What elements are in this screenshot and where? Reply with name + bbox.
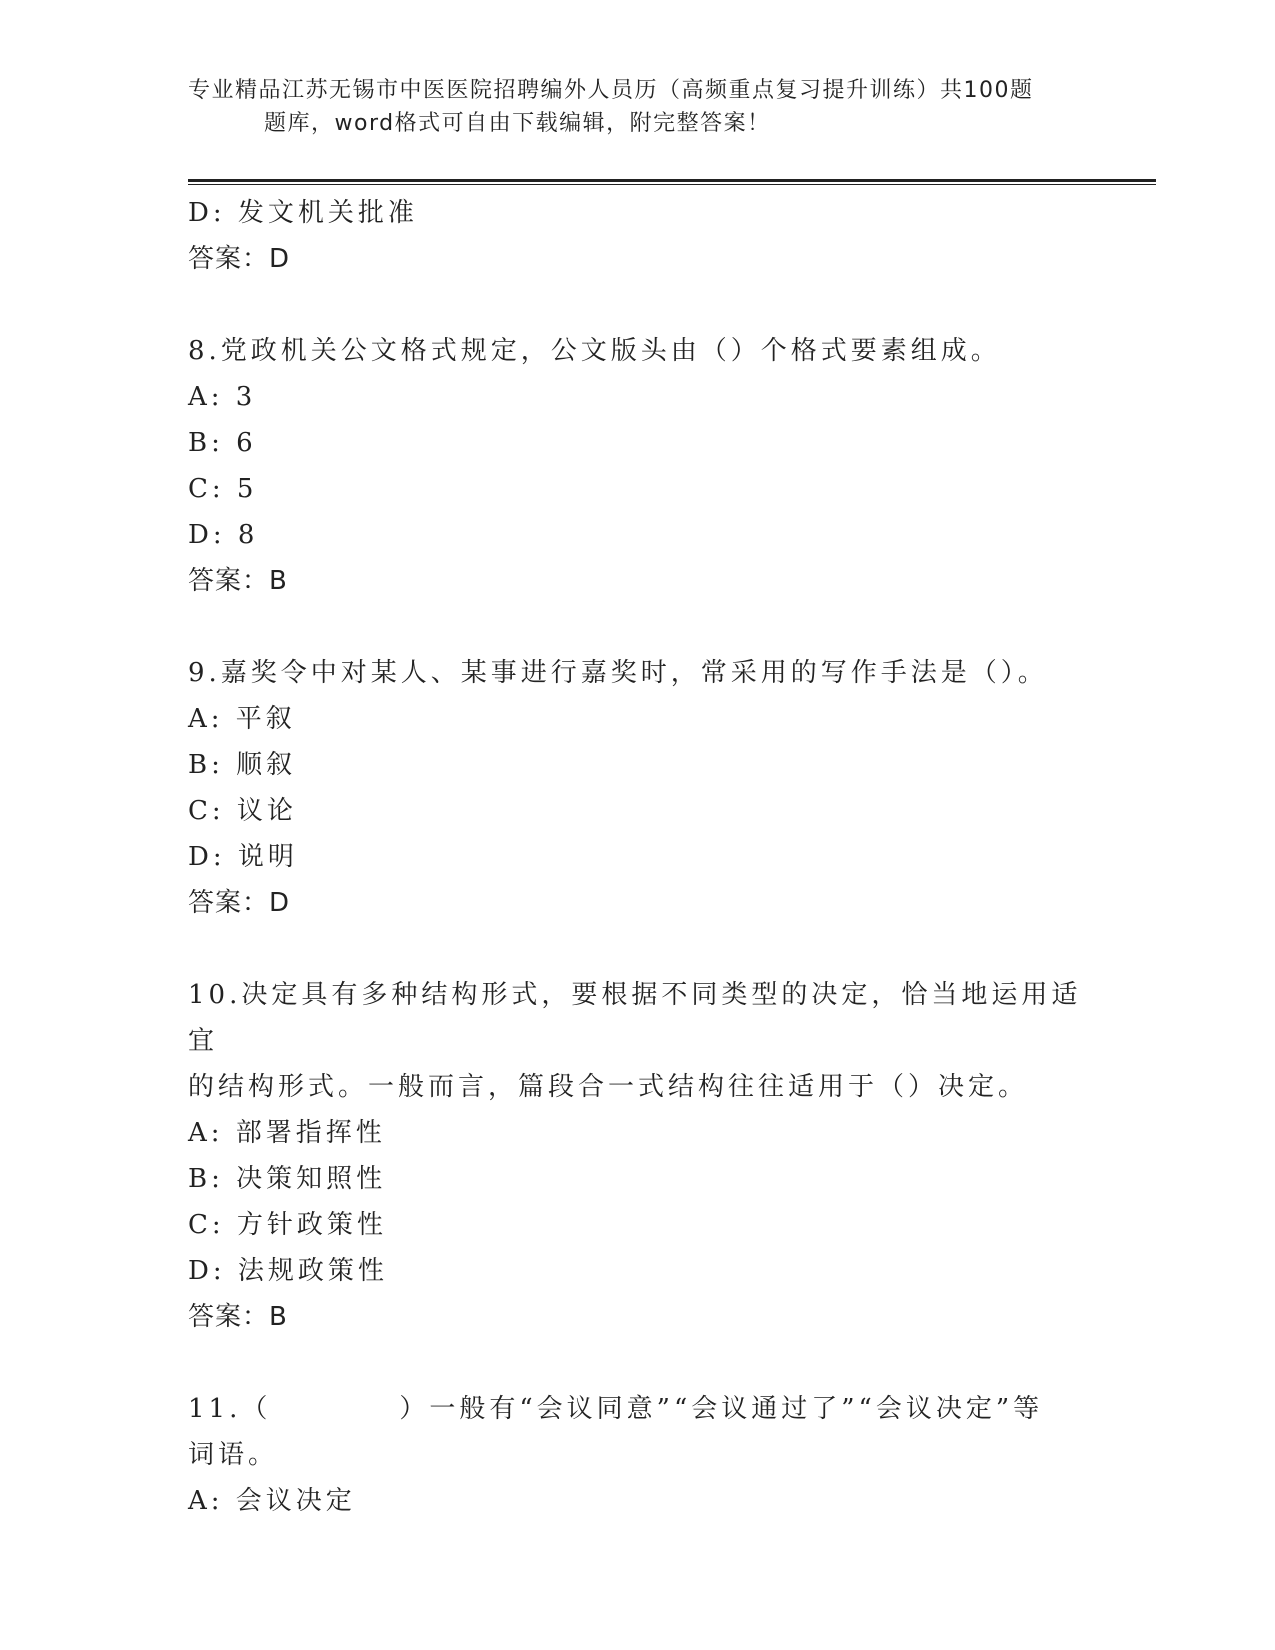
question-10-stem-line2: 的结构形式。一般而言，篇段合一式结构往往适用于（）决定。 xyxy=(188,1072,1029,1102)
question-11-stem-line2: 词语。 xyxy=(188,1440,279,1470)
question-8-option-b: B: 6 xyxy=(188,428,257,458)
question-9-option-a: A: 平叙 xyxy=(188,704,296,734)
question-10-option-a: A: 部署指挥性 xyxy=(188,1118,386,1148)
question-10-option-c: C: 方针政策性 xyxy=(188,1210,387,1240)
question-11-stem-suffix: ）一般有“会议同意”“会议通过了”“会议决定”等 xyxy=(399,1394,1044,1424)
question-10-option-b: B: 决策知照性 xyxy=(188,1164,387,1194)
prev-option-d: D: 发文机关批准 xyxy=(188,198,418,228)
question-8-option-a: A: 3 xyxy=(188,382,257,412)
question-11 xyxy=(188,1386,1088,1524)
question-9-option-b: B: 顺叙 xyxy=(188,750,297,780)
question-9-answer: 答案：D xyxy=(188,888,291,918)
question-8-option-d: D: 8 xyxy=(188,520,259,550)
question-11-stem-prefix: 11.（ xyxy=(188,1394,272,1424)
question-9-option-d: D: 说明 xyxy=(188,842,298,872)
header-divider-thick xyxy=(188,179,1156,182)
spacer xyxy=(188,282,1088,328)
header-title-line2: 题库，word格式可自由下载编辑，附完整答案！ xyxy=(264,111,771,136)
header-title-line1: 专业精品江苏无锡市中医医院招聘编外人员历（高频重点复习提升训练）共100题 xyxy=(188,78,1034,103)
question-9 xyxy=(188,650,1088,926)
question-11-option-a: A: 会议决定 xyxy=(188,1486,356,1516)
question-11-stem-line1 xyxy=(188,1386,1088,1432)
question-10 xyxy=(188,972,1088,1340)
spacer xyxy=(188,1340,1088,1386)
prev-answer: 答案：D xyxy=(188,244,291,274)
question-9-stem: 9.嘉奖令中对某人、某事进行嘉奖时，常采用的写作手法是（）。 xyxy=(188,658,1048,688)
question-10-stem-line1: 10.决定具有多种结构形式，要根据不同类型的决定，恰当地运用适宜 xyxy=(188,980,1082,1056)
question-10-option-d: D: 法规政策性 xyxy=(188,1256,388,1286)
question-9-option-c: C: 议论 xyxy=(188,796,297,826)
question-10-answer: 答案：B xyxy=(188,1302,288,1332)
question-8-option-c: C: 5 xyxy=(188,474,258,504)
question-8-answer: 答案：B xyxy=(188,566,288,596)
question-8 xyxy=(188,328,1088,604)
question-list xyxy=(188,190,1088,1524)
question-8-stem: 8.党政机关公文格式规定，公文版头由（）个格式要素组成。 xyxy=(188,336,1001,366)
spacer xyxy=(188,926,1088,972)
document-header xyxy=(188,74,1088,140)
spacer xyxy=(188,604,1088,650)
header-divider-thin xyxy=(188,184,1156,185)
